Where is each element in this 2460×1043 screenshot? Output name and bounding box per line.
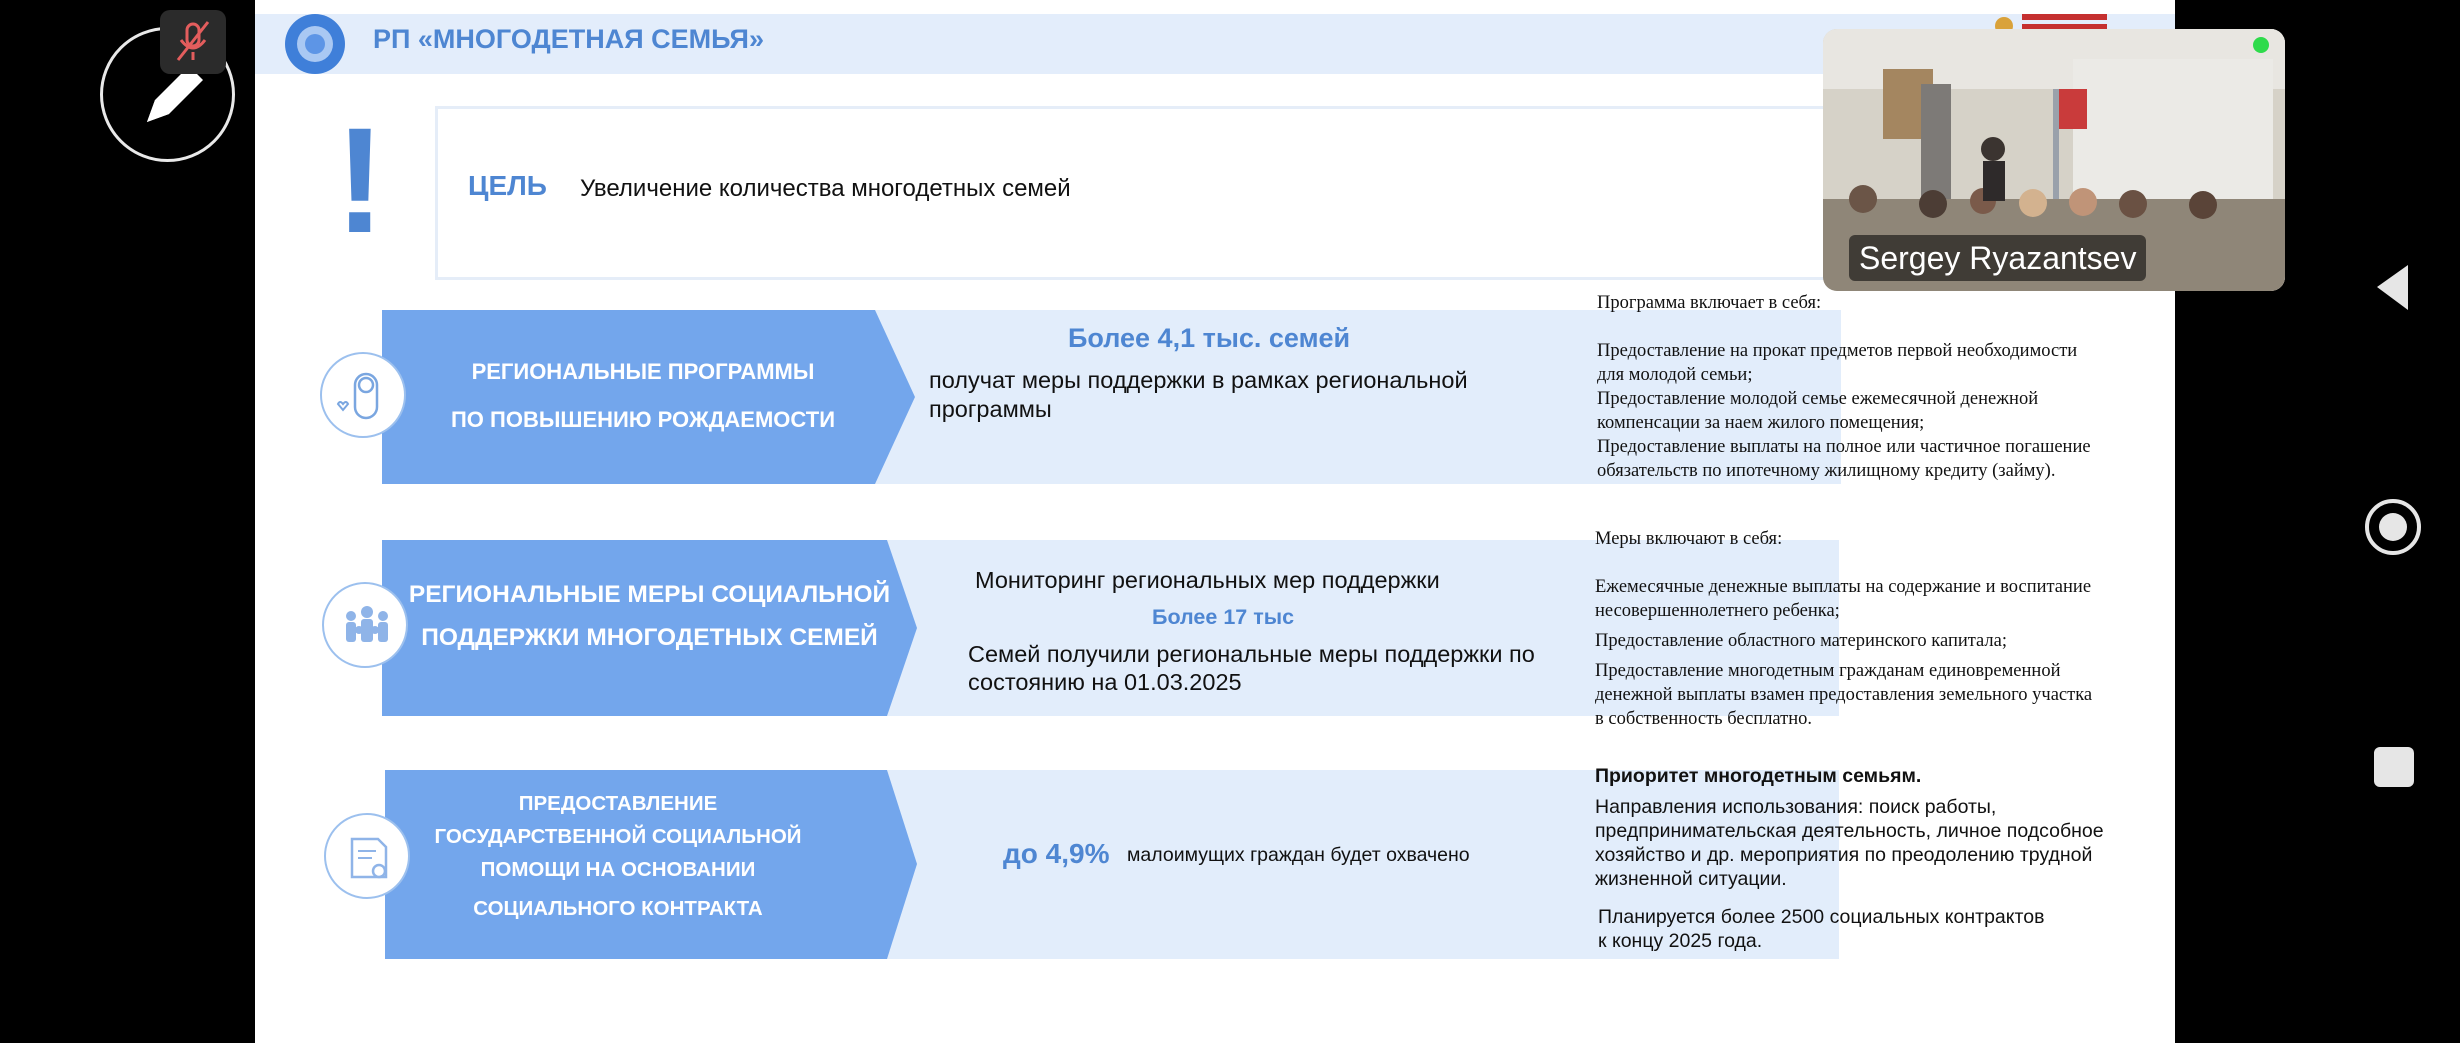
note-line: Предоставление многодетным гражданам единовременной	[1595, 661, 2061, 681]
note-line: Предоставление на прокат предметов первой необходимости	[1597, 341, 2078, 361]
note-line: Предоставление областного материнского капитала;	[1595, 631, 2008, 651]
android-nav-bar	[2330, 0, 2460, 1043]
row3-tail-text: малоимущих граждан будет охвачено	[1127, 844, 1470, 866]
participant-name: Sergey Ryazantsev	[1849, 235, 2146, 281]
row2-text-line: состоянию на 01.03.2025	[968, 669, 1242, 695]
back-icon[interactable]	[2377, 265, 2408, 310]
note-line: Меры включают в себя:	[1595, 529, 1783, 549]
row2-notes	[1595, 527, 2170, 731]
row1-highlight: Более 4,1 тыс. семей	[1068, 323, 1351, 353]
mute-mic-button[interactable]	[160, 10, 226, 74]
note-line: компенсации за наем жилого помещения;	[1597, 413, 1925, 433]
baby-icon	[320, 352, 406, 438]
mic-off-icon	[160, 10, 226, 74]
goal-text: Увеличение количества многодетных семей	[580, 175, 1071, 202]
note-line: к концу 2025 года.	[1598, 930, 1763, 952]
recents-icon[interactable]	[2374, 747, 2414, 787]
row3-heading	[418, 787, 818, 925]
note-line: для молодой семьи;	[1597, 365, 1753, 385]
note-line: Предоставление выплаты на полное или частичное погашение	[1597, 437, 2091, 457]
note-line: Планируется более 2500 социальных контрактов	[1598, 906, 2045, 928]
slide-title: РП «МНОГОДЕТНАЯ СЕМЬЯ»	[373, 24, 764, 54]
row3-notes-title: Приоритет многодетным семьям.	[1595, 765, 1922, 787]
row3-heading-line: ПОМОЩИ НА ОСНОВАНИИ	[480, 858, 756, 881]
note-line: несовершеннолетнего ребенка;	[1595, 601, 1840, 621]
row2-top-line: Мониторинг региональных мер поддержки	[975, 567, 1440, 593]
home-icon[interactable]	[2367, 501, 2419, 553]
row2-highlight: Более 17 тыс	[1152, 605, 1295, 629]
note-line: в собственность бесплатно.	[1595, 709, 1813, 729]
row1-heading-line: РЕГИОНАЛЬНЫЕ ПРОГРАММЫ	[471, 359, 815, 384]
row3-notes-plan	[1598, 905, 2173, 953]
note-line: Направления использования: поиск работы,	[1595, 796, 1997, 818]
row1-heading-line: ПО ПОВЫШЕНИЮ РОЖДАЕМОСТИ	[450, 407, 836, 432]
note-line: Ежемесячные денежные выплаты на содержание и воспитание	[1595, 577, 2092, 597]
active-speaker-dot	[2253, 37, 2269, 53]
row3-heading-line: СОЦИАЛЬНОГО КОНТРАКТА	[473, 897, 763, 920]
row2-heading	[402, 573, 897, 659]
row1-text-line: программы	[929, 396, 1052, 422]
note-line: хозяйство и др. мероприятия по преодолению трудной	[1595, 844, 2093, 866]
row1-text	[929, 366, 1468, 424]
note-line: Программа включает в себя:	[1597, 293, 1822, 313]
row1-notes	[1597, 291, 2172, 483]
certificate-icon	[324, 813, 410, 899]
row2-text	[968, 640, 1535, 696]
row2-heading-line: ПОДДЕРЖКИ МНОГОДЕТНЫХ СЕМЕЙ	[421, 624, 878, 651]
row3-heading-line: ПРЕДОСТАВЛЕНИЕ	[518, 792, 718, 815]
note-line: предпринимательская деятельность, личное подсобное	[1595, 820, 2104, 842]
title-bullet-icon	[285, 14, 345, 74]
row3-notes-body	[1595, 795, 2170, 891]
row2-text-line: Семей получили региональные меры поддержки по	[968, 641, 1535, 667]
row3-highlight: до 4,9%	[1003, 838, 1110, 869]
note-line: Предоставление молодой семье ежемесячной денежной	[1597, 389, 2039, 409]
row1-text-line: получат меры поддержки в рамках региональной	[929, 367, 1468, 393]
row2-heading-line: РЕГИОНАЛЬНЫЕ МЕРЫ СОЦИАЛЬНОЙ	[408, 581, 891, 608]
note-line: денежной выплаты взамен предоставления земельного участка	[1595, 685, 2093, 705]
note-line: обязательств по ипотечному жилищному кредиту (займу).	[1597, 461, 2056, 481]
row1-heading	[418, 348, 868, 444]
note-line: жизненной ситуации.	[1595, 868, 1787, 890]
family-icon	[322, 582, 408, 668]
participant-video-tile[interactable]	[1823, 29, 2285, 291]
row3-heading-line: ГОСУДАРСТВЕННОЙ СОЦИАЛЬНОЙ	[434, 825, 802, 848]
goal-label: ЦЕЛЬ	[468, 170, 547, 201]
exclamation-icon: !	[335, 96, 385, 264]
